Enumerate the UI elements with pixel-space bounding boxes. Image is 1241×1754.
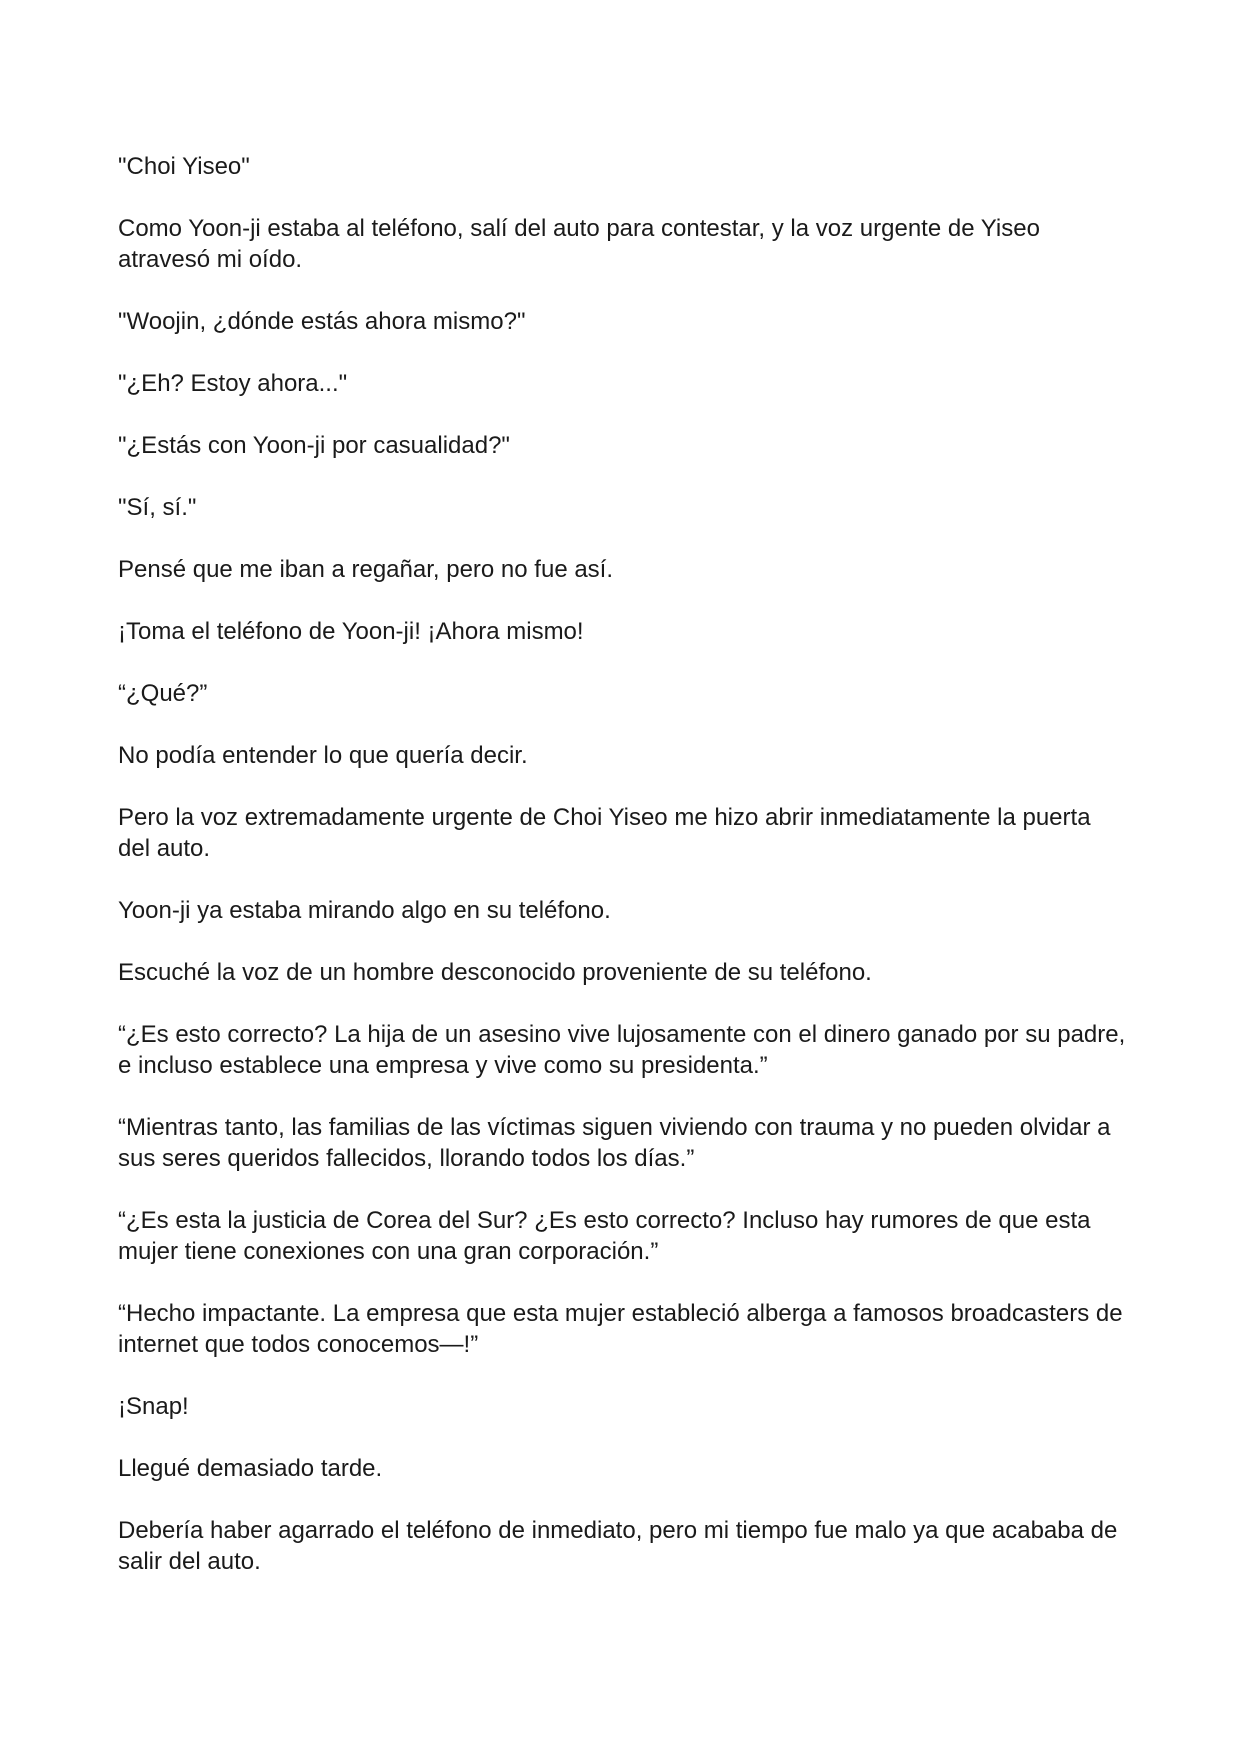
paragraph: "Choi Yiseo" — [118, 153, 250, 180]
paragraph: “¿Es esto correcto? La hija de un asesino vive lujosamente con el dinero ganado por su padre, e incluso establece una empresa y vive como su presidenta.” — [118, 1021, 1126, 1079]
paragraph: ¡Snap! — [118, 1393, 189, 1420]
paragraph: Llegué demasiado tarde. — [118, 1455, 383, 1482]
paragraph: “Hecho impactante. La empresa que esta mujer estableció alberga a famosos broadcasters de internet que todos conocemos—!” — [118, 1300, 1123, 1358]
paragraph: “Mientras tanto, las familias de las víctimas siguen viviendo con trauma y no pueden olvidar a sus seres queridos fallecidos, llorando todos los días.” — [118, 1114, 1111, 1172]
paragraph: "Sí, sí." — [118, 494, 197, 521]
paragraph: "¿Estás con Yoon-ji por casualidad?" — [118, 432, 510, 459]
paragraph: “¿Es esta la justicia de Corea del Sur? ¿Es esto correcto? Incluso hay rumores de que esta mujer tiene conexiones con una gran corporación.” — [118, 1207, 1091, 1265]
paragraph: "¿Eh? Estoy ahora..." — [118, 370, 348, 397]
paragraph: "Woojin, ¿dónde estás ahora mismo?" — [118, 308, 526, 335]
paragraph: No podía entender lo que quería decir. — [118, 742, 528, 769]
paragraph: Debería haber agarrado el teléfono de inmediato, pero mi tiempo fue malo ya que acababa de salir del auto. — [118, 1517, 1118, 1575]
paragraph: Yoon-ji ya estaba mirando algo en su teléfono. — [118, 897, 611, 924]
paragraph: ¡Toma el teléfono de Yoon-ji! ¡Ahora mismo! — [118, 618, 584, 645]
paragraph: Como Yoon-ji estaba al teléfono, salí del auto para contestar, y la voz urgente de Yiseo atravesó mi oído. — [118, 215, 1040, 273]
paragraph: Pensé que me iban a regañar, pero no fue así. — [118, 556, 614, 583]
paragraph: Pero la voz extremadamente urgente de Choi Yiseo me hizo abrir inmediatamente la puerta del auto. — [118, 804, 1091, 862]
document-body — [118, 151, 1128, 1608]
paragraph: “¿Qué?” — [118, 680, 208, 707]
paragraph: Escuché la voz de un hombre desconocido proveniente de su teléfono. — [118, 959, 872, 986]
